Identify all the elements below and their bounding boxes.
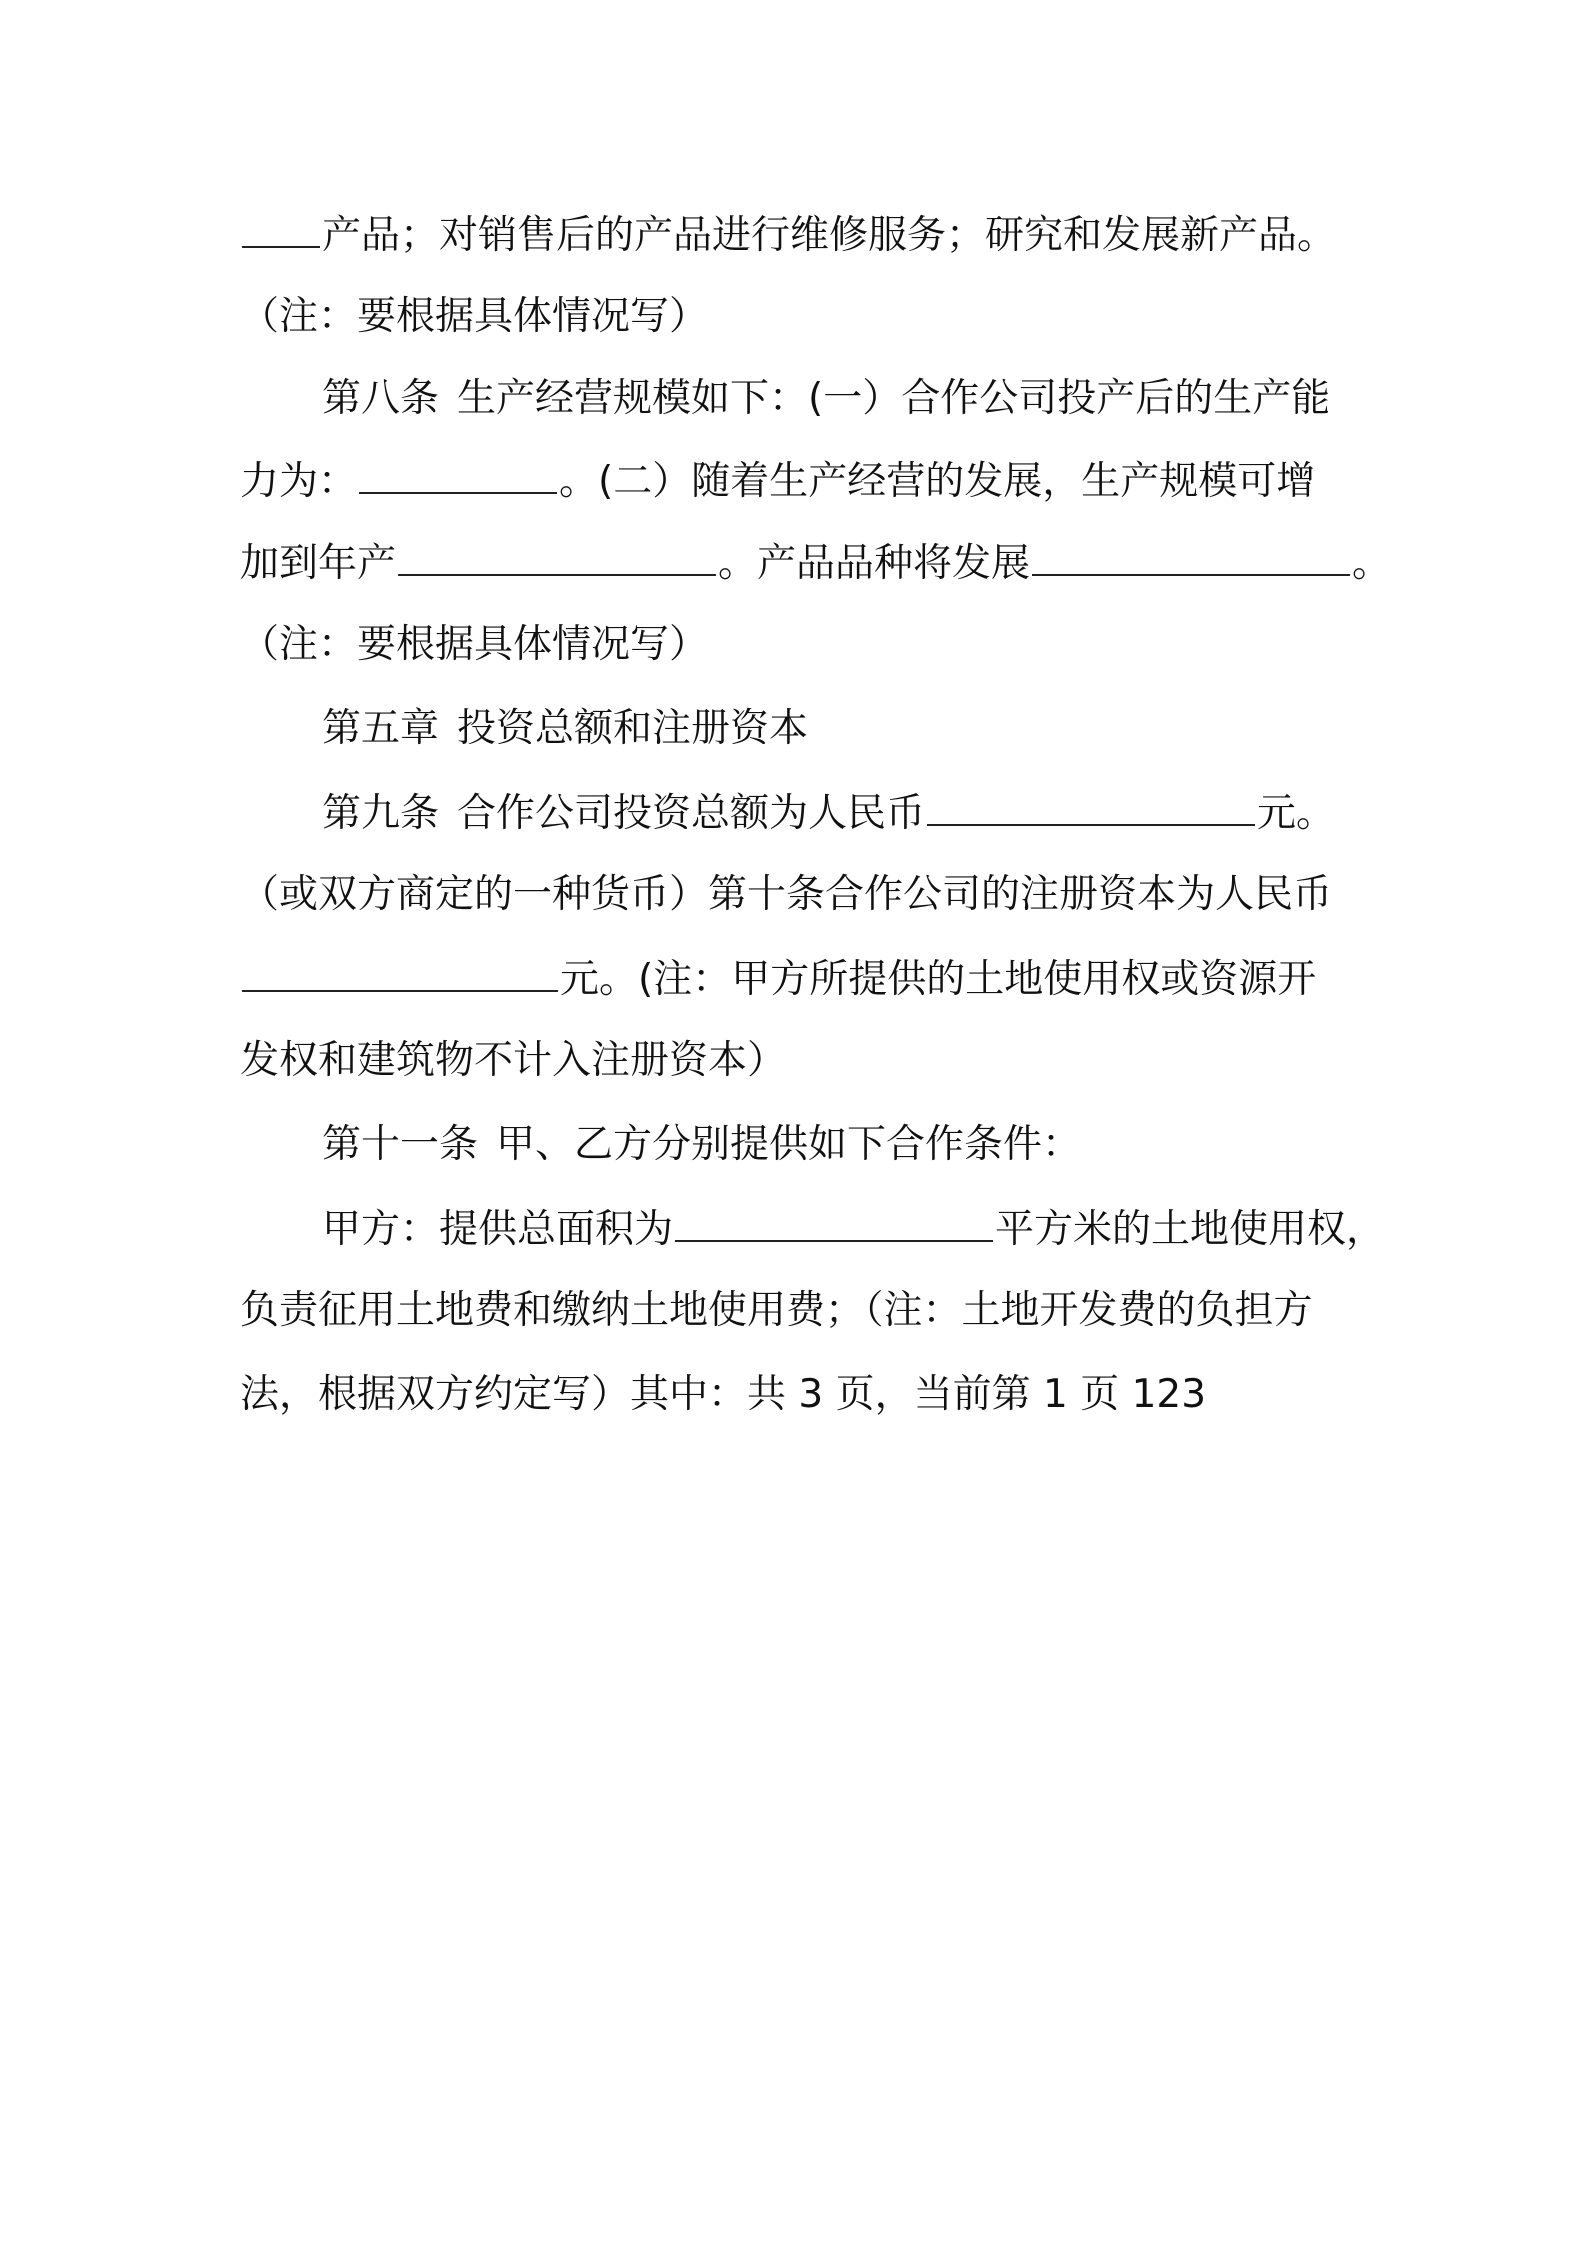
fill-blank [1032,538,1350,576]
text-line-4: 力为： 。(二）随着生产经营的发展，生产规模可增 [240,456,1370,507]
article-9-heading: 第九条 合作公司投资总额为人民币 元。 [322,788,1452,839]
article-11-heading: 第十一条 甲、乙方分别提供如下合作条件： [322,1122,1082,1167]
text-line-1: 产品；对销售后的产品进行维修服务；研究和发展新产品。 [240,210,1370,261]
text-line-5: 加到年产 。产品品种将发展 。 [240,538,1370,589]
fill-blank [359,456,557,494]
article-8-heading: 第八条 生产经营规模如下：(一）合作公司投产后的生产能 [322,376,1331,421]
text-line-10: 元。(注：甲方所提供的土地使用权或资源开 [240,954,1370,1005]
text-line-6: （注：要根据具体情况写） [240,622,709,667]
chapter-5-heading: 第五章 投资总额和注册资本 [322,706,809,751]
text-line-14: 负责征用土地费和缴纳土地使用费；（注：土地开发费的负担方 [240,1288,1313,1333]
fill-blank [927,788,1255,826]
text-line-2: （注：要根据具体情况写） [240,294,709,339]
text-line-15: 法，根据双方约定写）其中：共 3 页，当前第 1 页 123 [240,1372,1207,1417]
fill-blank [242,210,320,248]
fill-blank [675,1204,993,1242]
text-line-9: （或双方商定的一种货币）第十条合作公司的注册资本为人民币 [240,872,1333,917]
fill-blank [398,538,716,576]
text-line-11: 发权和建筑物不计入注册资本） [240,1038,787,1083]
text-line-13: 甲方：提供总面积为 平方米的土地使用权， [322,1204,1452,1255]
fill-blank [242,954,558,992]
